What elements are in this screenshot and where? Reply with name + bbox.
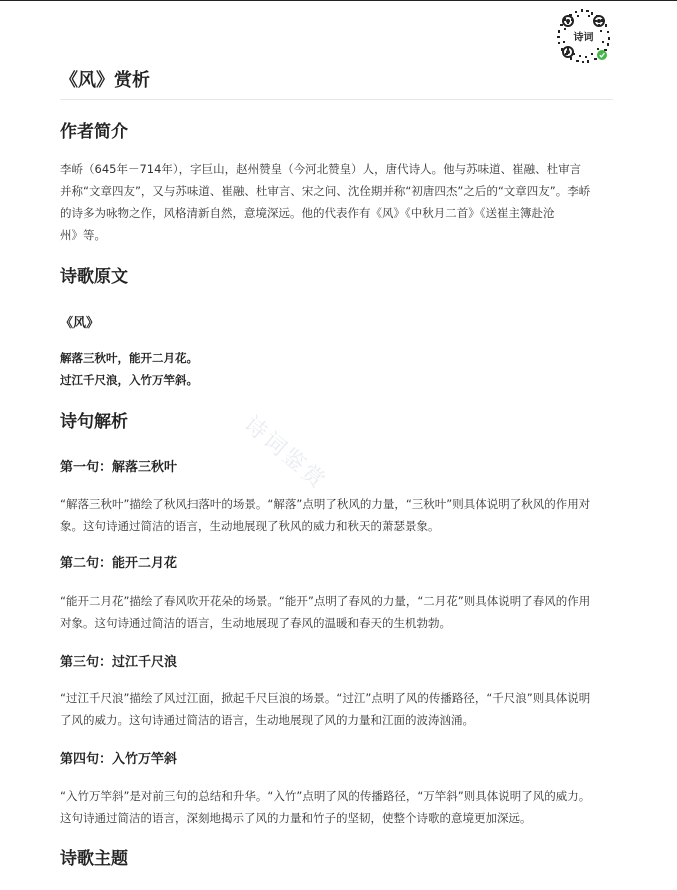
text-line: 并称“文章四友”，又与苏味道、崔融、杜审言、宋之问、沈佺期并称“初唐四杰”之后的“文章四友”。李峤: [60, 184, 591, 198]
heading-analysis: 诗句解析: [60, 412, 128, 432]
qr-code[interactable]: [555, 8, 612, 65]
heading-theme: 诗歌主题: [60, 849, 128, 869]
text-line: 这句诗通过简洁的语言，深刻地揭示了风的力量和竹子的坚韧，使整个诗歌的意境更加深远。: [60, 811, 532, 825]
watermark: 诗词鉴赏: [238, 411, 332, 496]
poem-line-2: 过江千尺浪，入竹万竿斜。: [60, 373, 198, 387]
heading-author: 作者简介: [60, 122, 128, 142]
text-line: “入竹万竿斜”是对前三句的总结和升华。“入竹”点明了风的传播路径，“万竿斜”则具体说明了风的威力。: [60, 789, 591, 803]
top-border: [0, 0, 677, 1]
text-line: “解落三秋叶”描绘了秋风扫落叶的场景。“解落”点明了秋风的力量，“三秋叶”则具体说明了秋风的作用对: [60, 497, 591, 511]
text-line: 象。这句诗通过简洁的语言，生动地展现了秋风的威力和秋天的萧瑟景象。: [60, 519, 440, 533]
poem-title: 《风》: [60, 316, 100, 331]
text-line: 李峤（645年－714年），字巨山，赵州赞皇（今河北赞皇）人，唐代诗人。他与苏味道、崔融、杜审言: [60, 162, 582, 176]
text-line: 的诗多为咏物之作，风格清新自然，意境深远。他的代表作有《风》《中秋月二首》《送崔主簿赴沧: [60, 206, 555, 220]
heading-poem: 诗歌原文: [60, 267, 128, 287]
analysis-item-1-title: 第一句：解落三秋叶: [60, 460, 178, 475]
poem-line-1: 解落三秋叶，能开二月花。: [60, 351, 198, 365]
title-divider: [60, 99, 613, 100]
qr-label: 诗词: [573, 32, 594, 44]
analysis-item-1-text: [60, 493, 613, 537]
text-line: 了风的威力。这句诗通过简洁的语言，生动地展现了风的力量和江面的波涛汹涌。: [60, 713, 474, 727]
text-line: 州》等。: [60, 228, 106, 242]
page-title: 《风》赏析: [60, 70, 150, 91]
analysis-item-2-text: [60, 590, 613, 634]
text-line: “能开二月花”描绘了春风吹开花朵的场景。“能开”点明了春风的力量，“二月花”则具体说明了春风的作用: [60, 594, 591, 608]
analysis-item-4-title: 第四句：入竹万竿斜: [60, 752, 178, 767]
text-line: “过江千尺浪”描绘了风过江面，掀起千尺巨浪的场景。“过江”点明了风的传播路径，“千尺浪”则具体说明: [60, 691, 591, 705]
analysis-item-4-text: [60, 785, 613, 829]
author-paragraph: [60, 158, 613, 246]
analysis-item-3-text: [60, 687, 613, 731]
text-line: 对象。这句诗通过简洁的语言，生动地展现了春风的温暖和春天的生机勃勃。: [60, 616, 451, 630]
analysis-item-3-title: 第三句：过江千尺浪: [60, 655, 178, 670]
analysis-item-2-title: 第二句：能开二月花: [60, 556, 178, 571]
